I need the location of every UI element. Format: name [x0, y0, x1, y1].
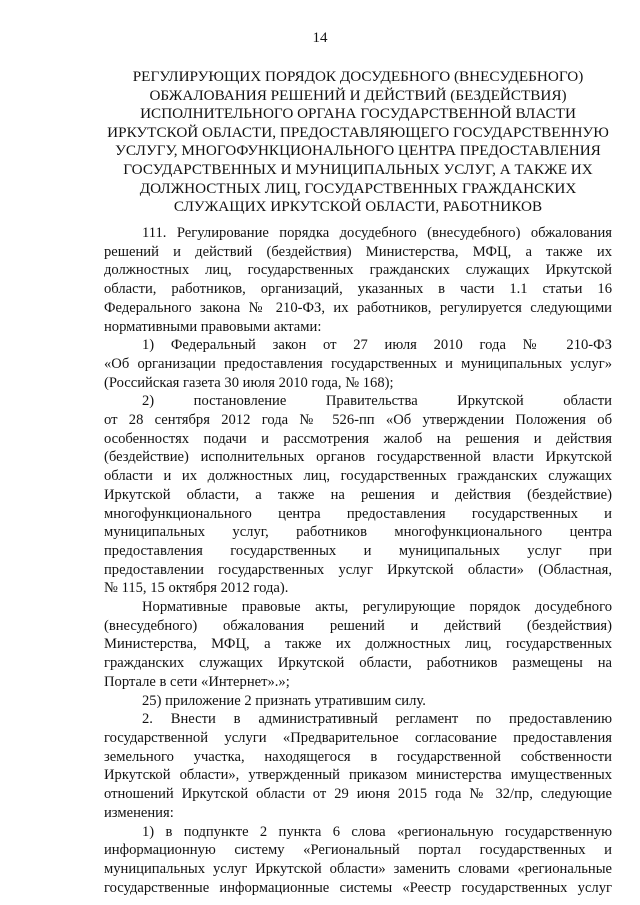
paragraph: [104, 823, 612, 898]
paragraph-line: муниципальных услуг Иркутской области» заменить словами «региональные: [104, 860, 612, 877]
paragraph-line: государственной услуги «Предварительное согласование предоставления: [104, 729, 612, 746]
paragraph-line: области и их должностных лиц, государственных гражданских служащих: [104, 468, 612, 485]
section-heading: [104, 68, 612, 217]
paragraph-line: государственные информационные системы «Реестр государственных услуг: [104, 879, 612, 896]
heading-line: ГОСУДАРСТВЕННЫХ И МУНИЦИПАЛЬНЫХ УСЛУГ, А ТАКЖЕ ИХ: [123, 160, 593, 178]
paragraph-line: (внесудебного) обжалования решений и действий (бездействия): [104, 617, 612, 634]
paragraph-line: Министерства, МФЦ, а также их должностных лиц, государственных: [104, 636, 612, 653]
paragraph-line: 25) приложение 2 признать утратившим силу.: [142, 692, 426, 709]
paragraph-line: изменения:: [104, 804, 174, 821]
paragraph-line: предоставления государственных и муниципальных услуг при: [104, 542, 612, 559]
paragraph-line: должностных лиц, государственных гражданских служащих Иркутской: [104, 262, 612, 279]
paragraph-line: 111. Регулирование порядка досудебного (внесудебного) обжалования: [142, 225, 612, 241]
paragraph-line: многофункционального центра предоставления государственных и: [104, 505, 612, 522]
document-body: [104, 224, 612, 897]
paragraph: [104, 392, 612, 598]
heading-line: ДОЛЖНОСТНЫХ ЛИЦ, ГОСУДАРСТВЕННЫХ ГРАЖДАНСКИХ: [139, 179, 577, 197]
paragraph: [104, 224, 612, 336]
paragraph-line: особенностях подачи и рассмотрения жалоб на решения и действия: [104, 430, 612, 447]
paragraph-line: решений и действий (бездействия) Министерства, МФЦ, а также их: [104, 243, 612, 260]
paragraph-line: Портале в сети «Интернет».»;: [104, 673, 290, 690]
paragraph-line: (Российская газета 30 июля 2010 года, № 168);: [104, 374, 394, 391]
heading-line: ИРКУТСКОЙ ОБЛАСТИ, ПРЕДОСТАВЛЯЮЩЕГО ГОСУДАРСТВЕННУЮ: [107, 123, 609, 141]
paragraph-line: области, работников, организаций, указанных в части 1.1 статьи 16: [104, 281, 612, 298]
paragraph-line: гражданских служащих Иркутской области, работников размещены на: [104, 655, 612, 672]
paragraph-line: предоставлении государственных услуг Иркутской области» (Областная,: [104, 561, 612, 578]
heading-line: СЛУЖАЩИХ ИРКУТСКОЙ ОБЛАСТИ, РАБОТНИКОВ: [173, 198, 543, 216]
paragraph-line: «Об организации предоставления государственных и муниципальных услуг»: [104, 355, 612, 372]
heading-line: РЕГУЛИРУЮЩИХ ПОРЯДОК ДОСУДЕБНОГО (ВНЕСУДЕБНОГО): [132, 68, 584, 85]
paragraph-line: Иркутской области», утвержденный приказом министерства имущественных: [104, 767, 612, 784]
heading-line: УСЛУГУ, МНОГОФУНКЦИОНАЛЬНОГО ЦЕНТРА ПРЕДОСТАВЛЕНИЯ: [115, 142, 601, 160]
paragraph-line: Нормативные правовые акты, регулирующие порядок досудебного: [142, 599, 612, 616]
paragraph-line: информационную систему «Региональный портал государственных и: [104, 842, 612, 859]
paragraph-line: нормативными правовыми актами:: [104, 318, 322, 335]
paragraph-line: отношений Иркутской области от 29 июня 2015 года № 32/пр, следующие: [104, 786, 612, 803]
heading-line: ИСПОЛНИТЕЛЬНОГО ОРГАНА ГОСУДАРСТВЕННОЙ ВЛАСТИ: [140, 105, 576, 123]
paragraph-line: 2. Внести в административный регламент по предоставлению: [142, 711, 612, 728]
paragraph-line: Федерального закона № 210-ФЗ, их работников, регулируется следующими: [104, 299, 612, 316]
paragraph: [104, 336, 612, 392]
paragraph: [104, 692, 612, 711]
paragraph-line: Иркутской области, а также на решения и действия (бездействие): [104, 486, 612, 503]
paragraph-line: № 115, 15 октября 2012 года).: [104, 580, 289, 597]
paragraph-line: (бездействие) исполнительных органов государственной власти Иркутской: [104, 449, 612, 466]
paragraph-line: от 28 сентября 2012 года № 526-пп «Об утверждении Положения об: [104, 412, 612, 429]
paragraph: [104, 598, 612, 692]
paragraph-line: муниципальных услуг, работников многофункционального центра: [104, 524, 612, 541]
paragraph-line: земельного участка, находящегося в государственной собственности: [104, 748, 612, 765]
paragraph-line: 2) постановление Правительства Иркутской области: [142, 393, 612, 410]
paragraph-line: 1) в подпункте 2 пункта 6 слова «региональную государственную: [142, 823, 612, 840]
page-number: 14: [312, 30, 328, 46]
heading-line: ОБЖАЛОВАНИЯ РЕШЕНИЙ И ДЕЙСТВИЙ (БЕЗДЕЙСТВИЯ): [149, 86, 567, 104]
paragraph: [104, 710, 612, 822]
paragraph-line: 1) Федеральный закон от 27 июля 2010 года № 210-ФЗ: [142, 337, 612, 354]
